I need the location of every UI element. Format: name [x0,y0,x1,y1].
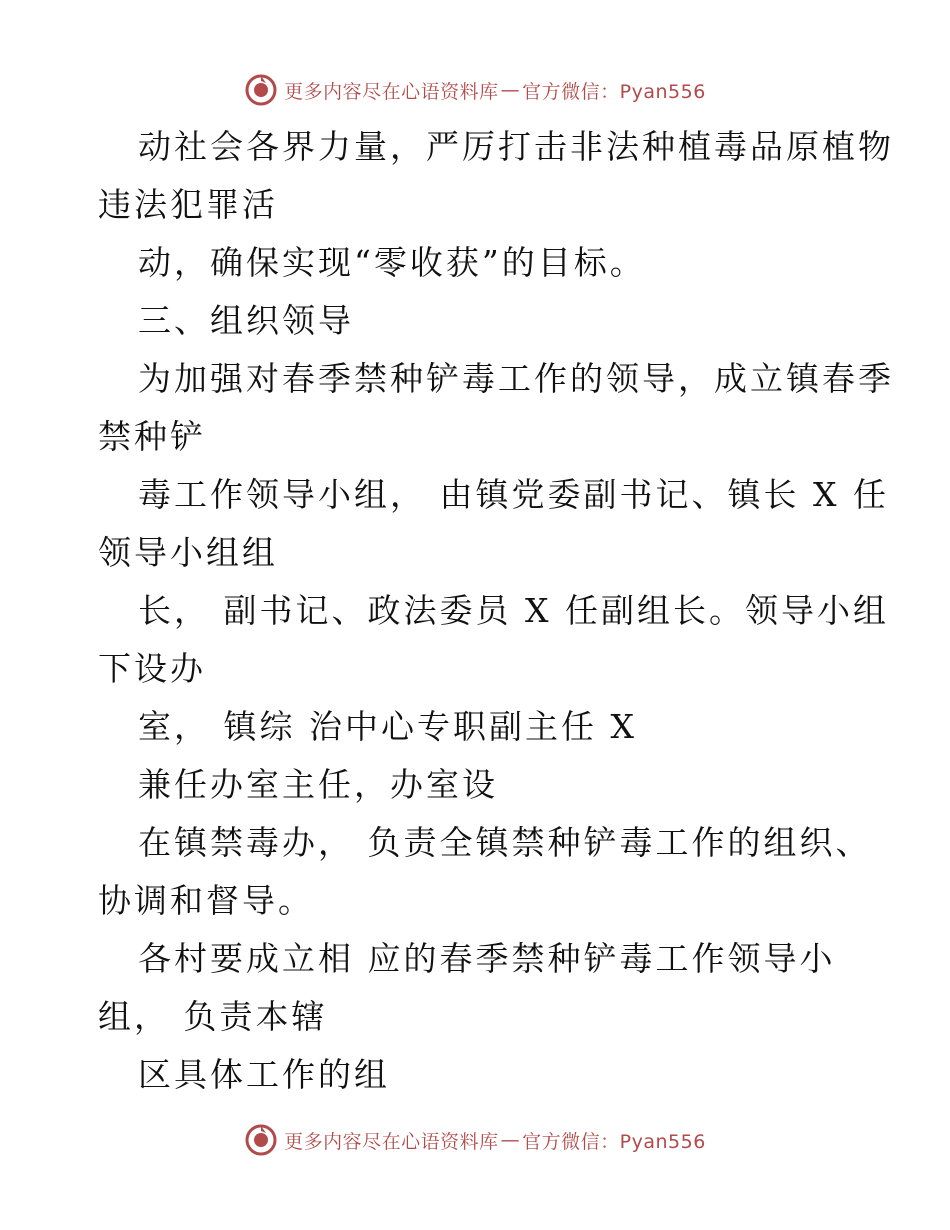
text-line: 协调和督导。 [98,881,314,920]
text-line: 在镇禁毒办， 负责全镇禁种铲毒工作的组织、 [138,823,872,862]
text-line: 组， 负责本辖 [98,997,328,1036]
text-line: 毒工作领导小组， 由镇党委副书记、镇长 X 任 [138,475,889,514]
watermark-wechat: 官方微信：Pyan556 [522,1130,706,1153]
text-line: 动社会各界力量，严厉打击非法种植毒品原植物 [138,127,894,166]
watermark-text: 更多内容尽在心语资料库 [284,1130,499,1153]
text-line: 区具体工作的组 [138,1055,390,1094]
text-line: 兼任办室主任，办室设 [138,765,498,804]
text-line: 各村要成立相 应的春季禁种铲毒工作领导小 [138,939,836,978]
footer-watermark [0,1120,950,1160]
text-line: 三、组织领导 [138,301,354,340]
watermark-separator: — [500,1129,521,1151]
logo-icon [244,1123,278,1157]
text-line: 长， 副书记、政法委员 X 任副组长。领导小组 [138,591,889,630]
text-line: 下设办 [98,649,206,688]
watermark-text: 更多内容尽在心语资料库 [284,80,499,103]
text-line: 室， 镇综 治中心专职副主任 X [138,707,637,746]
logo-icon [244,73,278,107]
text-line: 违法犯罪活 [98,185,278,224]
text-line: 领导小组组 [98,533,278,572]
document-body [98,118,894,1104]
text-line: 禁种铲 [98,417,206,456]
watermark-wechat: 官方微信：Pyan556 [522,80,706,103]
header-watermark [0,70,950,110]
text-line: 为加强对春季禁种铲毒工作的领导，成立镇春季 [138,359,894,398]
text-line: 动，确保实现“零收获”的目标。 [138,243,646,282]
watermark-separator: — [500,79,521,101]
